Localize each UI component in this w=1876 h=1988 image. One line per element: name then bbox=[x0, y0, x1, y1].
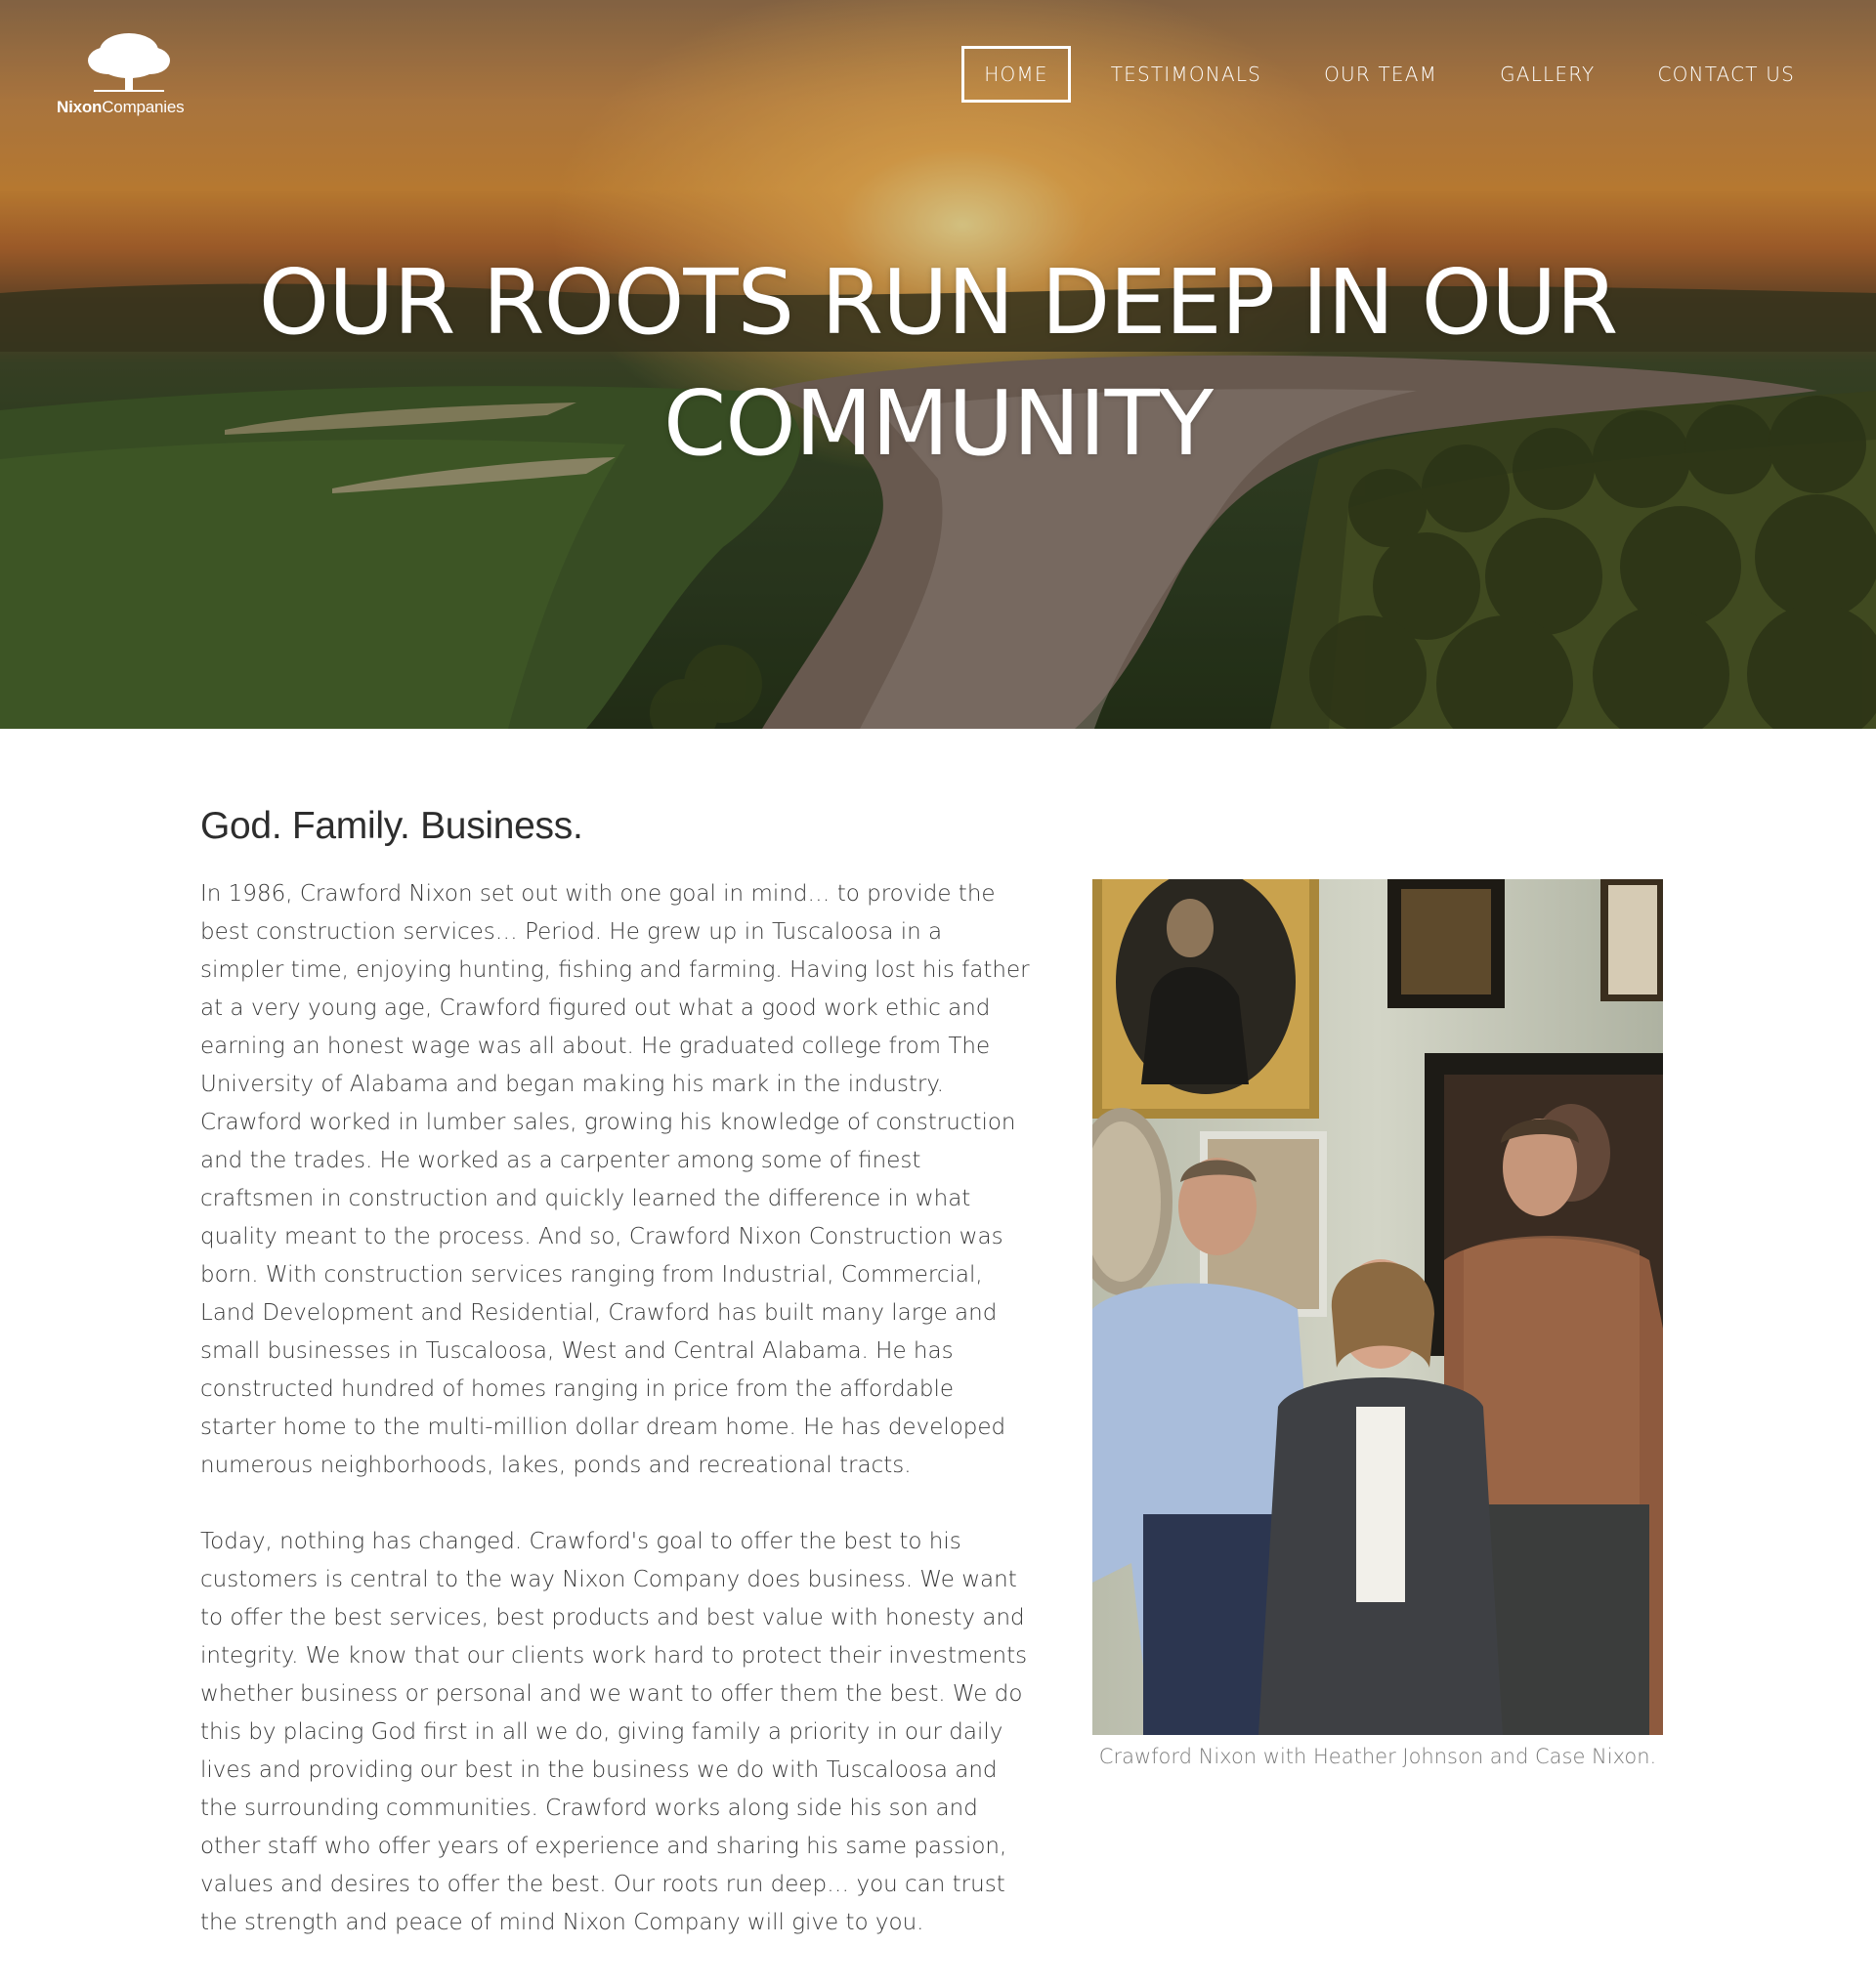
team-photo-image bbox=[1092, 879, 1663, 1735]
nav-gallery[interactable]: GALLERY bbox=[1500, 63, 1596, 86]
main-navigation bbox=[944, 46, 1817, 103]
about-paragraph-2: Today, nothing has changed. Crawford's goal to offer the best to his customers is central to the way Nixon Company does business. We want to offer the best services, best products and best value with honesty and integrity. We know that our clients work hard to protect their investments whether business or personal and we want to offer them the best. We do this by placing God first in all we do, giving family a priority in our daily lives and providing our best in the business we do with Tuscaloosa and the surrounding communities. Crawford works along side his son and other staff who offer years of experience and sharing his same passion, values and desires to offer the best. Our roots run deep… you can trust the strength and peace of mind Nixon Company will give to you. bbox=[200, 1529, 1028, 1935]
photo-caption: Crawford Nixon with Heather Johnson and Case Nixon. bbox=[1098, 1745, 1657, 1768]
team-photo[interactable] bbox=[1092, 879, 1663, 1735]
hero-title-line-2: COMMUNITY bbox=[662, 371, 1214, 476]
about-section bbox=[0, 729, 1876, 1988]
logo-wordmark-bold: Nixon bbox=[57, 98, 103, 116]
team-photo-block bbox=[1092, 879, 1663, 1768]
nav-testimonials[interactable]: TESTIMONALS bbox=[1110, 63, 1262, 86]
hero-title bbox=[156, 242, 1720, 485]
about-text bbox=[200, 875, 1031, 1980]
nav-contact-us[interactable]: CONTACT US bbox=[1657, 63, 1795, 86]
nav-home[interactable]: HOME bbox=[961, 46, 1070, 103]
nav-our-team[interactable]: OUR TEAM bbox=[1324, 63, 1438, 86]
logo-wordmark-light: Companies bbox=[102, 98, 185, 116]
hero-title-line-1: OUR ROOTS RUN DEEP IN OUR bbox=[258, 250, 1618, 355]
hero-banner bbox=[0, 0, 1876, 729]
section-heading: God. Family. Business. bbox=[200, 805, 583, 847]
about-paragraph-1: In 1986, Crawford Nixon set out with one goal in mind… to provide the best construction services… Period. He grew up in Tuscaloosa in a simpler time, enjoying hunting, fishing and farming. Having lost his father at a very young age, Crawford figured out what a good work ethic and earning an honest wage was all about. He graduated college from The University of Alabama and began making his mark in the industry. Crawford worked in lumber sales, growing his knowledge of construction and the trades. He worked as a carpenter among some of finest craftsmen in construction and quickly learned the difference in what quality meant to the process. And so, Crawford Nixon Construction was born. With construction services ranging from Industrial, Commercial, Land Development and Residential, Crawford has built many large and small businesses in Tuscaloosa, West and Central Alabama. He has constructed hundred of homes ranging in price from the affordable starter home to the multi-million dollar dream home. He has developed numerous neighborhoods, lakes, ponds and recreational tracts. bbox=[200, 881, 1030, 1478]
oak-tree-icon bbox=[84, 29, 174, 98]
logo-wordmark bbox=[57, 98, 184, 117]
company-logo[interactable] bbox=[55, 29, 211, 127]
